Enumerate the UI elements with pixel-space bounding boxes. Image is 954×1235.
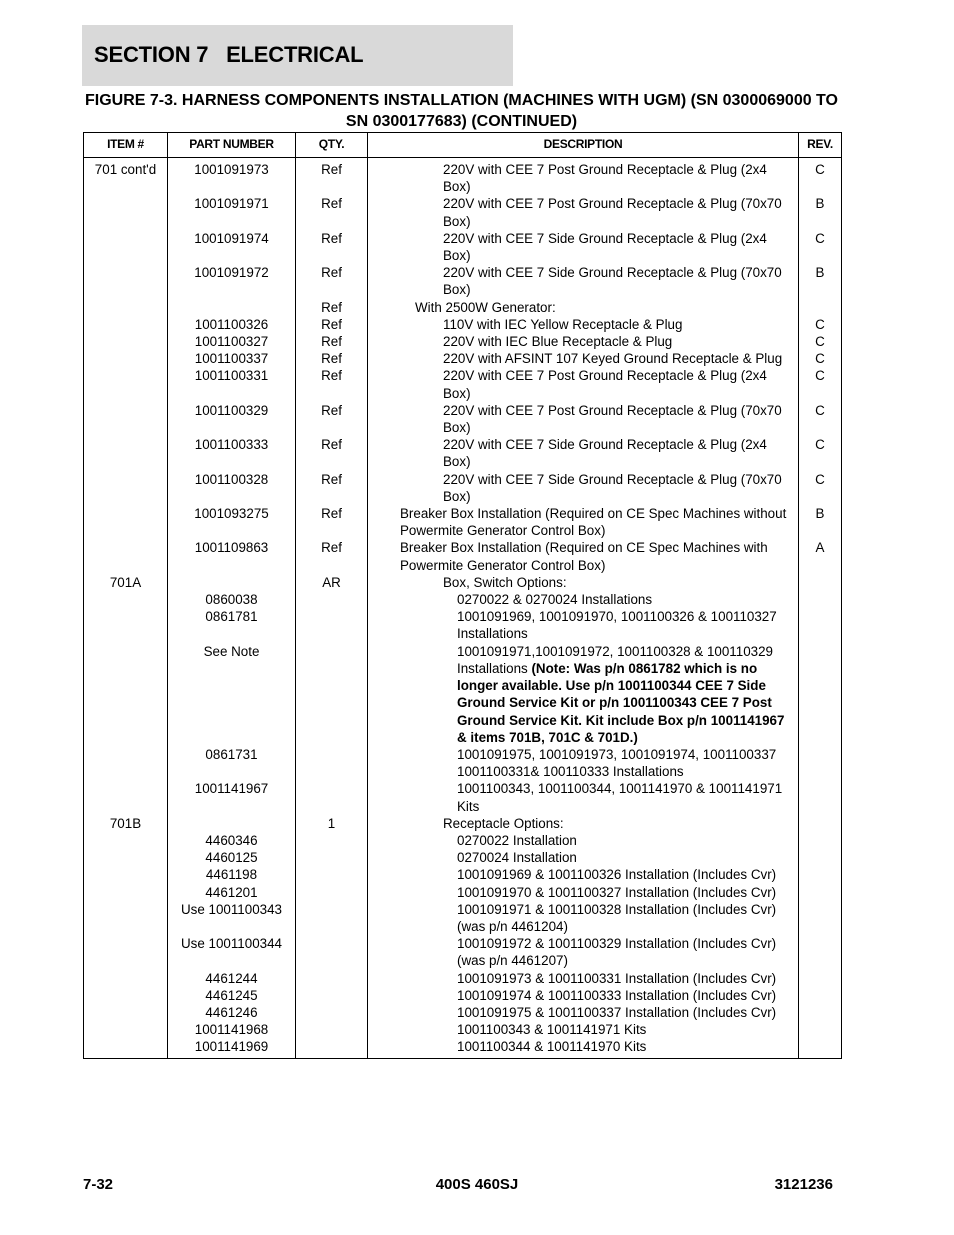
description-cell: 1001091971 & 1001100328 Installation (Includes Cvr) (was p/n 4461204) bbox=[368, 901, 799, 935]
item-cell: 701 cont'd bbox=[84, 158, 168, 196]
part-number-cell: 0861781 bbox=[168, 608, 296, 642]
rev-cell bbox=[799, 901, 842, 935]
table-row bbox=[84, 539, 842, 573]
qty-cell bbox=[296, 780, 368, 814]
part-number-cell: 4460125 bbox=[168, 849, 296, 866]
item-cell bbox=[84, 780, 168, 814]
table-row bbox=[84, 643, 842, 746]
qty-cell bbox=[296, 608, 368, 642]
rev-cell: B bbox=[799, 195, 842, 229]
description-cell: 110V with IEC Yellow Receptacle & Plug bbox=[368, 316, 799, 333]
item-cell bbox=[84, 195, 168, 229]
part-number-cell: Use 1001100343 bbox=[168, 901, 296, 935]
table-row bbox=[84, 350, 842, 367]
item-cell bbox=[84, 333, 168, 350]
part-number-cell: 4461201 bbox=[168, 884, 296, 901]
description-cell: 220V with CEE 7 Post Ground Receptacle & Plug (70x70 Box) bbox=[368, 402, 799, 436]
qty-cell bbox=[296, 935, 368, 969]
rev-cell bbox=[799, 746, 842, 780]
item-cell bbox=[84, 350, 168, 367]
rev-cell bbox=[799, 1038, 842, 1058]
qty-cell bbox=[296, 1021, 368, 1038]
rev-cell bbox=[799, 574, 842, 591]
table-row bbox=[84, 901, 842, 935]
item-cell bbox=[84, 1004, 168, 1021]
description-cell: With 2500W Generator: bbox=[368, 299, 799, 316]
item-cell bbox=[84, 643, 168, 746]
qty-cell: Ref bbox=[296, 316, 368, 333]
qty-cell: Ref bbox=[296, 299, 368, 316]
replacement-note: (Note: Was p/n 0861782 which is no longer available. Use p/n 1001100344 CEE 7 Side Ground Service Kit or p/n 1001100343 CEE 7 Post Ground Service Kit. Kit include Box p/n 1001141967 & items 701B, 701C & 701D.) bbox=[457, 660, 785, 745]
table-row bbox=[84, 780, 842, 814]
part-number-cell: 1001091972 bbox=[168, 264, 296, 298]
item-cell bbox=[84, 402, 168, 436]
qty-cell bbox=[296, 849, 368, 866]
rev-cell: B bbox=[799, 505, 842, 539]
rev-cell bbox=[799, 815, 842, 832]
qty-cell: Ref bbox=[296, 539, 368, 573]
table-header-row bbox=[84, 133, 842, 158]
part-number-cell: 1001100328 bbox=[168, 471, 296, 505]
part-number-cell: 4461244 bbox=[168, 970, 296, 987]
item-cell bbox=[84, 608, 168, 642]
description-cell: 220V with CEE 7 Side Ground Receptacle & Plug (2x4 Box) bbox=[368, 230, 799, 264]
description-cell: 0270022 & 0270024 Installations bbox=[368, 591, 799, 608]
qty-cell bbox=[296, 1004, 368, 1021]
part-number-cell: 0860038 bbox=[168, 591, 296, 608]
part-number-cell: 4460346 bbox=[168, 832, 296, 849]
item-cell bbox=[84, 436, 168, 470]
header-part-number: PART NUMBER bbox=[168, 133, 296, 158]
description-cell: 0270022 Installation bbox=[368, 832, 799, 849]
qty-cell bbox=[296, 832, 368, 849]
description-cell: 1001091969 & 1001100326 Installation (Includes Cvr) bbox=[368, 866, 799, 883]
description-cell: 1001091969, 1001091970, 1001100326 & 100110327 Installations bbox=[368, 608, 799, 642]
qty-cell: Ref bbox=[296, 505, 368, 539]
item-cell bbox=[84, 849, 168, 866]
rev-cell bbox=[799, 1004, 842, 1021]
rev-cell: C bbox=[799, 471, 842, 505]
item-cell: 701A bbox=[84, 574, 168, 591]
part-number-cell: Use 1001100344 bbox=[168, 935, 296, 969]
part-number-cell bbox=[168, 299, 296, 316]
qty-cell bbox=[296, 746, 368, 780]
rev-cell: C bbox=[799, 333, 842, 350]
table-row bbox=[84, 591, 842, 608]
part-number-cell: 1001093275 bbox=[168, 505, 296, 539]
part-number-cell: 1001100327 bbox=[168, 333, 296, 350]
table-row bbox=[84, 1004, 842, 1021]
part-number-cell: 1001091973 bbox=[168, 158, 296, 196]
qty-cell: AR bbox=[296, 574, 368, 591]
qty-cell: Ref bbox=[296, 230, 368, 264]
header-qty: QTY. bbox=[296, 133, 368, 158]
header-item: ITEM # bbox=[84, 133, 168, 158]
item-cell bbox=[84, 316, 168, 333]
part-number-cell: 1001141969 bbox=[168, 1038, 296, 1058]
part-number-cell: 4461198 bbox=[168, 866, 296, 883]
item-cell bbox=[84, 901, 168, 935]
part-number-cell: 4461246 bbox=[168, 1004, 296, 1021]
table-row bbox=[84, 367, 842, 401]
item-cell bbox=[84, 970, 168, 987]
item-cell bbox=[84, 1021, 168, 1038]
description-text: 1001091971,1001091972, 1001100328 & 100110329 Installations bbox=[457, 643, 773, 676]
table-row bbox=[84, 987, 842, 1004]
table-row bbox=[84, 195, 842, 229]
description-cell: 0270024 Installation bbox=[368, 849, 799, 866]
part-number-cell: 4461245 bbox=[168, 987, 296, 1004]
part-number-cell: 1001100337 bbox=[168, 350, 296, 367]
item-cell bbox=[84, 299, 168, 316]
page-number: 7-32 bbox=[83, 1176, 114, 1193]
qty-cell: Ref bbox=[296, 436, 368, 470]
table-row bbox=[84, 1038, 842, 1058]
item-cell bbox=[84, 230, 168, 264]
part-number-cell bbox=[168, 815, 296, 832]
item-cell bbox=[84, 1038, 168, 1058]
description-cell: 220V with AFSINT 107 Keyed Ground Receptacle & Plug bbox=[368, 350, 799, 367]
model-name: 400S 460SJ bbox=[435, 1176, 519, 1193]
rev-cell bbox=[799, 935, 842, 969]
parts-table bbox=[83, 132, 842, 1059]
description-cell bbox=[368, 643, 799, 746]
description-cell: 1001100344 & 1001141970 Kits bbox=[368, 1038, 799, 1058]
table-row bbox=[84, 471, 842, 505]
qty-cell: Ref bbox=[296, 333, 368, 350]
rev-cell bbox=[799, 970, 842, 987]
rev-cell bbox=[799, 780, 842, 814]
part-number-cell: 1001141967 bbox=[168, 780, 296, 814]
rev-cell: C bbox=[799, 402, 842, 436]
qty-cell bbox=[296, 1038, 368, 1058]
description-cell: 1001091970 & 1001100327 Installation (Includes Cvr) bbox=[368, 884, 799, 901]
rev-cell bbox=[799, 591, 842, 608]
item-cell bbox=[84, 367, 168, 401]
figure-title: FIGURE 7-3. HARNESS COMPONENTS INSTALLATION (MACHINES WITH UGM) (SN 0300069000 TO SN 0300177683) (CONTINUED) bbox=[85, 92, 838, 130]
item-cell bbox=[84, 539, 168, 573]
rev-cell bbox=[799, 608, 842, 642]
table-row bbox=[84, 935, 842, 969]
table-row bbox=[84, 333, 842, 350]
rev-cell: C bbox=[799, 230, 842, 264]
section-header bbox=[82, 25, 513, 86]
item-cell: 701B bbox=[84, 815, 168, 832]
item-cell bbox=[84, 935, 168, 969]
qty-cell bbox=[296, 987, 368, 1004]
description-cell: 220V with CEE 7 Post Ground Receptacle & Plug (2x4 Box) bbox=[368, 367, 799, 401]
rev-cell: A bbox=[799, 539, 842, 573]
rev-cell: C bbox=[799, 158, 842, 196]
table-row bbox=[84, 505, 842, 539]
table-row bbox=[84, 436, 842, 470]
description-cell: 220V with CEE 7 Side Ground Receptacle & Plug (2x4 Box) bbox=[368, 436, 799, 470]
item-cell bbox=[84, 591, 168, 608]
description-cell: 1001091973 & 1001100331 Installation (Includes Cvr) bbox=[368, 970, 799, 987]
rev-cell: C bbox=[799, 367, 842, 401]
table-row bbox=[84, 230, 842, 264]
part-number-cell: 0861731 bbox=[168, 746, 296, 780]
table-row bbox=[84, 849, 842, 866]
part-number-cell: 1001100331 bbox=[168, 367, 296, 401]
section-title: SECTION 7 ELECTRICAL bbox=[94, 42, 364, 67]
rev-cell bbox=[799, 884, 842, 901]
document-number: 3121236 bbox=[774, 1176, 833, 1193]
description-cell: 220V with IEC Blue Receptacle & Plug bbox=[368, 333, 799, 350]
rev-cell: B bbox=[799, 264, 842, 298]
qty-cell: Ref bbox=[296, 350, 368, 367]
rev-cell: C bbox=[799, 350, 842, 367]
item-cell bbox=[84, 866, 168, 883]
qty-cell bbox=[296, 643, 368, 746]
item-cell bbox=[84, 471, 168, 505]
rev-cell: C bbox=[799, 316, 842, 333]
qty-cell bbox=[296, 901, 368, 935]
table-row bbox=[84, 1021, 842, 1038]
item-cell bbox=[84, 505, 168, 539]
description-cell: 1001091972 & 1001100329 Installation (Includes Cvr) (was p/n 4461207) bbox=[368, 935, 799, 969]
header-description: DESCRIPTION bbox=[368, 133, 799, 158]
part-number-cell: 1001109863 bbox=[168, 539, 296, 573]
part-number-cell: 1001100333 bbox=[168, 436, 296, 470]
qty-cell: Ref bbox=[296, 195, 368, 229]
rev-cell bbox=[799, 987, 842, 1004]
description-cell: 220V with CEE 7 Post Ground Receptacle & Plug (70x70 Box) bbox=[368, 195, 799, 229]
table-row bbox=[84, 574, 842, 591]
table-row bbox=[84, 866, 842, 883]
part-number-cell: See Note bbox=[168, 643, 296, 746]
qty-cell bbox=[296, 884, 368, 901]
description-cell: 1001091975, 1001091973, 1001091974, 1001100337 1001100331& 100110333 Installations bbox=[368, 746, 799, 780]
part-number-cell: 1001091971 bbox=[168, 195, 296, 229]
table-row bbox=[84, 832, 842, 849]
table-row bbox=[84, 970, 842, 987]
rev-cell bbox=[799, 866, 842, 883]
rev-cell bbox=[799, 643, 842, 746]
part-number-cell: 1001141968 bbox=[168, 1021, 296, 1038]
table-row bbox=[84, 815, 842, 832]
part-number-cell: 1001100329 bbox=[168, 402, 296, 436]
qty-cell bbox=[296, 591, 368, 608]
qty-cell: Ref bbox=[296, 158, 368, 196]
header-rev: REV. bbox=[799, 133, 842, 158]
rev-cell bbox=[799, 832, 842, 849]
description-cell: 1001100343, 1001100344, 1001141970 & 1001141971 Kits bbox=[368, 780, 799, 814]
qty-cell bbox=[296, 970, 368, 987]
rev-cell bbox=[799, 849, 842, 866]
item-cell bbox=[84, 987, 168, 1004]
description-cell: 1001100343 & 1001141971 Kits bbox=[368, 1021, 799, 1038]
description-cell: 1001091974 & 1001100333 Installation (Includes Cvr) bbox=[368, 987, 799, 1004]
qty-cell: Ref bbox=[296, 471, 368, 505]
table-row bbox=[84, 746, 842, 780]
qty-cell: Ref bbox=[296, 402, 368, 436]
table-row bbox=[84, 299, 842, 316]
qty-cell: Ref bbox=[296, 264, 368, 298]
description-cell: 220V with CEE 7 Side Ground Receptacle & Plug (70x70 Box) bbox=[368, 264, 799, 298]
item-cell bbox=[84, 832, 168, 849]
description-cell: Breaker Box Installation (Required on CE Spec Machines without Powermite Generator Control Box) bbox=[368, 505, 799, 539]
rev-cell: C bbox=[799, 436, 842, 470]
table-row bbox=[84, 402, 842, 436]
description-cell: Breaker Box Installation (Required on CE Spec Machines with Powermite Generator Control Box) bbox=[368, 539, 799, 573]
description-cell: Box, Switch Options: bbox=[368, 574, 799, 591]
description-cell: 220V with CEE 7 Side Ground Receptacle & Plug (70x70 Box) bbox=[368, 471, 799, 505]
description-cell: 220V with CEE 7 Post Ground Receptacle & Plug (2x4 Box) bbox=[368, 158, 799, 196]
table-row bbox=[84, 884, 842, 901]
item-cell bbox=[84, 884, 168, 901]
table-row bbox=[84, 158, 842, 196]
table-row bbox=[84, 264, 842, 298]
rev-cell bbox=[799, 299, 842, 316]
part-number-cell bbox=[168, 574, 296, 591]
table-row bbox=[84, 316, 842, 333]
qty-cell: 1 bbox=[296, 815, 368, 832]
qty-cell bbox=[296, 866, 368, 883]
item-cell bbox=[84, 746, 168, 780]
qty-cell: Ref bbox=[296, 367, 368, 401]
item-cell bbox=[84, 264, 168, 298]
part-number-cell: 1001091974 bbox=[168, 230, 296, 264]
part-number-cell: 1001100326 bbox=[168, 316, 296, 333]
description-cell: Receptacle Options: bbox=[368, 815, 799, 832]
description-cell: 1001091975 & 1001100337 Installation (Includes Cvr) bbox=[368, 1004, 799, 1021]
table-row bbox=[84, 608, 842, 642]
rev-cell bbox=[799, 1021, 842, 1038]
